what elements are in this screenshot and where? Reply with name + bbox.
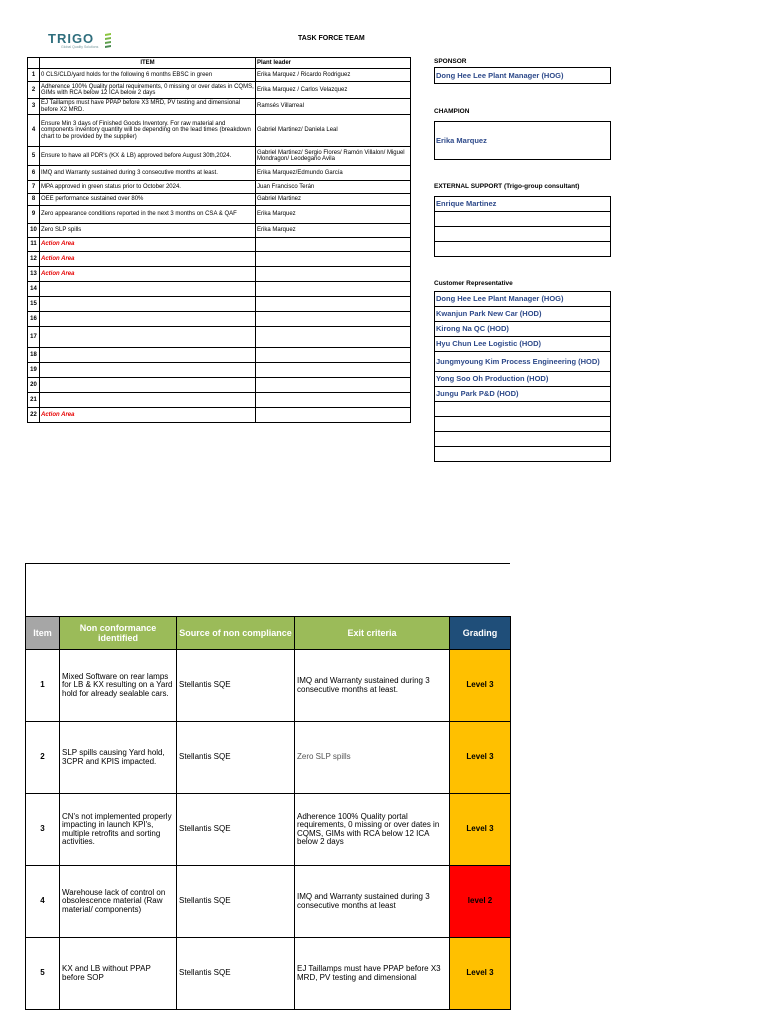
task-row-item <box>40 312 256 327</box>
task-row-leader <box>256 378 411 393</box>
nc-row-number: 2 <box>26 722 60 794</box>
nc-row-number: 5 <box>26 938 60 1010</box>
task-row-leader <box>256 408 411 423</box>
nc-row-grade: Level 3 <box>450 650 511 722</box>
nc-grading-header: Grading <box>450 617 511 650</box>
task-row <box>28 408 411 423</box>
task-row-number: 19 <box>28 363 40 378</box>
task-row <box>28 115 411 147</box>
task-row-number: 15 <box>28 297 40 312</box>
task-row-number: 22 <box>28 408 40 423</box>
task-row-number: 1 <box>28 69 40 82</box>
nc-row-nonconformance: Warehouse lack of control on obsolescence material (Raw material/ components) <box>60 866 177 938</box>
task-row-item: Ensure Min 3 days of Finished Goods Inventory. For raw material and components inventory quantity will be depending on the lead times (breakdown chart to be provided by the supplier) <box>40 115 256 147</box>
customer-rep-entry <box>435 417 611 432</box>
external-support-entry <box>435 227 611 242</box>
nc-exit-header: Exit criteria <box>295 617 450 650</box>
task-row-leader <box>256 282 411 297</box>
task-row <box>28 206 411 224</box>
customer-rep-label: Customer Representative <box>434 280 513 287</box>
sponsor-box <box>434 67 611 84</box>
nc-row-nonconformance: SLP spills causing Yard hold, 3CPR and KPIS impacted. <box>60 722 177 794</box>
task-row-number: 11 <box>28 238 40 252</box>
task-row-item: EJ Taillamps must have PPAP before X3 MRD, PV testing and dimensional before X2 MRD. <box>40 99 256 115</box>
task-row-item: Zero appearance conditions reported in the next 3 months on CSA & QAF <box>40 206 256 224</box>
task-row-number: 9 <box>28 206 40 224</box>
task-row-leader <box>256 267 411 282</box>
num-header <box>28 58 40 69</box>
task-row-item: Action Area <box>40 252 256 267</box>
task-row-number: 14 <box>28 282 40 297</box>
task-row <box>28 327 411 348</box>
task-row-item <box>40 348 256 363</box>
task-row-item: Ensure to have all PDR's (KX & LB) approved before August 30th,2024. <box>40 147 256 166</box>
nc-table-title-area <box>25 563 510 616</box>
nc-row-exit-criteria: EJ Taillamps must have PPAP before X3 MRD, PV testing and dimensional <box>295 938 450 1010</box>
task-row-leader <box>256 363 411 378</box>
task-row <box>28 393 411 408</box>
task-row <box>28 82 411 99</box>
task-row-number: 3 <box>28 99 40 115</box>
nc-row-source: Stellantis SQE <box>177 650 295 722</box>
task-row-number: 20 <box>28 378 40 393</box>
task-row-leader <box>256 252 411 267</box>
task-row-number: 5 <box>28 147 40 166</box>
task-row-item <box>40 297 256 312</box>
task-row-number: 7 <box>28 181 40 194</box>
customer-rep-entry: Kirong Na QC (HOD) <box>435 322 611 337</box>
item-header: ITEM <box>40 58 256 69</box>
task-row <box>28 166 411 181</box>
nc-row <box>26 650 511 722</box>
nc-row-grade: level 2 <box>450 866 511 938</box>
nc-source-header: Source of non compliance <box>177 617 295 650</box>
task-row-leader: Gabriel Martinez/ Daniela Leal <box>256 115 411 147</box>
task-row-leader: Erika Marquez / Ricardo Rodriguez <box>256 69 411 82</box>
champion-label: CHAMPION <box>434 108 470 115</box>
customer-rep-table <box>434 291 611 462</box>
task-row-leader: Erika Marquez <box>256 206 411 224</box>
task-row-leader: Erika Marquez/Edmundo García <box>256 166 411 181</box>
task-row <box>28 252 411 267</box>
nc-row-nonconformance: KX and LB without PPAP before SOP <box>60 938 177 1010</box>
nc-row-exit-criteria: Zero SLP spills <box>295 722 450 794</box>
task-row-leader <box>256 393 411 408</box>
task-row-leader <box>256 238 411 252</box>
nc-row <box>26 938 511 1010</box>
task-row-item: Zero SLP spills <box>40 224 256 238</box>
customer-rep-entry <box>435 447 611 462</box>
external-support-entry <box>435 212 611 227</box>
nc-nonconformance-header: Non conformance identified <box>60 617 177 650</box>
task-row-item <box>40 393 256 408</box>
task-row-number: 18 <box>28 348 40 363</box>
task-row <box>28 224 411 238</box>
nc-row <box>26 722 511 794</box>
nc-row-source: Stellantis SQE <box>177 794 295 866</box>
trigo-logo <box>48 30 128 50</box>
nc-row <box>26 866 511 938</box>
customer-rep-entry: Jungmyoung Kim Process Engineering (HOD) <box>435 352 611 372</box>
task-row-item: Action Area <box>40 238 256 252</box>
customer-rep-entry: Yong Soo Oh Production (HOD) <box>435 372 611 387</box>
task-row-number: 8 <box>28 194 40 206</box>
task-row <box>28 267 411 282</box>
nc-row-grade: Level 3 <box>450 794 511 866</box>
task-row-number: 12 <box>28 252 40 267</box>
task-row <box>28 312 411 327</box>
task-row-item: Action Area <box>40 267 256 282</box>
task-row-leader <box>256 297 411 312</box>
task-row-item: OEE performance sustained over 80% <box>40 194 256 206</box>
task-row-number: 13 <box>28 267 40 282</box>
nc-item-header: Item <box>26 617 60 650</box>
task-row-leader: Erika Marquez / Carlos Velazquez <box>256 82 411 99</box>
task-row <box>28 363 411 378</box>
task-row-leader <box>256 312 411 327</box>
external-support-entry: Enrique Martinez <box>435 197 611 212</box>
plant-leader-header: Plant leader <box>256 58 411 69</box>
task-row <box>28 181 411 194</box>
task-row-leader: Gabriel Martinez <box>256 194 411 206</box>
task-row-number: 6 <box>28 166 40 181</box>
document-title: TASK FORCE TEAM <box>298 35 365 42</box>
champion-box <box>434 121 611 160</box>
external-support-label: EXTERNAL SUPPORT (Trigo-group consultant) <box>434 183 580 190</box>
external-support-table <box>434 196 611 257</box>
customer-rep-entry <box>435 432 611 447</box>
task-row-number: 17 <box>28 327 40 348</box>
task-row-item: Action Area <box>40 408 256 423</box>
champion-value: Erika Marquez <box>435 122 611 160</box>
task-row <box>28 194 411 206</box>
nc-row-number: 4 <box>26 866 60 938</box>
task-row-number: 16 <box>28 312 40 327</box>
task-row-number: 4 <box>28 115 40 147</box>
nc-row-source: Stellantis SQE <box>177 866 295 938</box>
task-row <box>28 378 411 393</box>
customer-rep-entry: Jungu Park P&D (HOD) <box>435 387 611 402</box>
task-row-leader <box>256 327 411 348</box>
nc-row-source: Stellantis SQE <box>177 722 295 794</box>
nc-row-grade: Level 3 <box>450 938 511 1010</box>
nc-row-exit-criteria: Adherence 100% Quality portal requirements, 0 missing or over dates in CQMS, GIMs with RCA below 12 ICA below 2 days <box>295 794 450 866</box>
task-row <box>28 297 411 312</box>
customer-rep-entry <box>435 402 611 417</box>
task-row-leader: Ramsés Villarreal <box>256 99 411 115</box>
nc-row-nonconformance: Mixed Software on rear lamps for LB & KX resulting on a Yard hold for already sealable cars. <box>60 650 177 722</box>
task-row-item <box>40 378 256 393</box>
customer-rep-entry: Kwanjun Park New Car (HOD) <box>435 307 611 322</box>
nc-row-exit-criteria: IMQ and Warranty sustained during 3 consecutive months at least <box>295 866 450 938</box>
task-row-item: 0 CLS/CLD/yard holds for the following 6 months EBSC in green <box>40 69 256 82</box>
nc-row <box>26 794 511 866</box>
task-row-leader <box>256 348 411 363</box>
task-row-leader: Erika Marquez <box>256 224 411 238</box>
task-row-number: 2 <box>28 82 40 99</box>
nc-row-source: Stellantis SQE <box>177 938 295 1010</box>
task-force-table <box>27 57 411 423</box>
customer-rep-entry: Hyu Chun Lee Logistic (HOD) <box>435 337 611 352</box>
nc-row-grade: Level 3 <box>450 722 511 794</box>
task-row-item: MPA approved in green status prior to October 2024. <box>40 181 256 194</box>
task-row <box>28 99 411 115</box>
task-row <box>28 147 411 166</box>
task-row-leader: Juan Francisco Terán <box>256 181 411 194</box>
nc-row-exit-criteria: IMQ and Warranty sustained during 3 consecutive months at least. <box>295 650 450 722</box>
nonconformance-table <box>25 616 511 1010</box>
task-row-item: IMQ and Warranty sustained during 3 consecutive months at least. <box>40 166 256 181</box>
logo-wordmark: TRIGO <box>48 31 95 46</box>
task-row-item <box>40 327 256 348</box>
task-row <box>28 238 411 252</box>
task-row-item: Adherence 100% Quality portal requirements, 0 missing or over dates in CQMS, GIMs with RCA below 12 ICA below 2 days <box>40 82 256 99</box>
task-row-number: 10 <box>28 224 40 238</box>
nc-row-number: 1 <box>26 650 60 722</box>
nc-row-number: 3 <box>26 794 60 866</box>
logo-stripes-icon <box>104 32 112 48</box>
task-row <box>28 69 411 82</box>
logo-tagline: Global Quality Solutions <box>61 45 99 49</box>
task-row-item <box>40 282 256 297</box>
task-row <box>28 348 411 363</box>
sponsor-label: SPONSOR <box>434 58 467 65</box>
task-row <box>28 282 411 297</box>
task-row-number: 21 <box>28 393 40 408</box>
nc-row-nonconformance: CN's not implemented properly impacting in launch KPI's, multiple retrofits and sorting activities. <box>60 794 177 866</box>
task-row-item <box>40 363 256 378</box>
task-row-leader: Gabriel Martinez/ Sergio Flores/ Ramón Villalon/ Miguel Mondragon/ Leodegario Avila <box>256 147 411 166</box>
external-support-entry <box>435 242 611 257</box>
sponsor-value: Dong Hee Lee Plant Manager (HOG) <box>435 68 611 84</box>
customer-rep-entry: Dong Hee Lee Plant Manager (HOG) <box>435 292 611 307</box>
